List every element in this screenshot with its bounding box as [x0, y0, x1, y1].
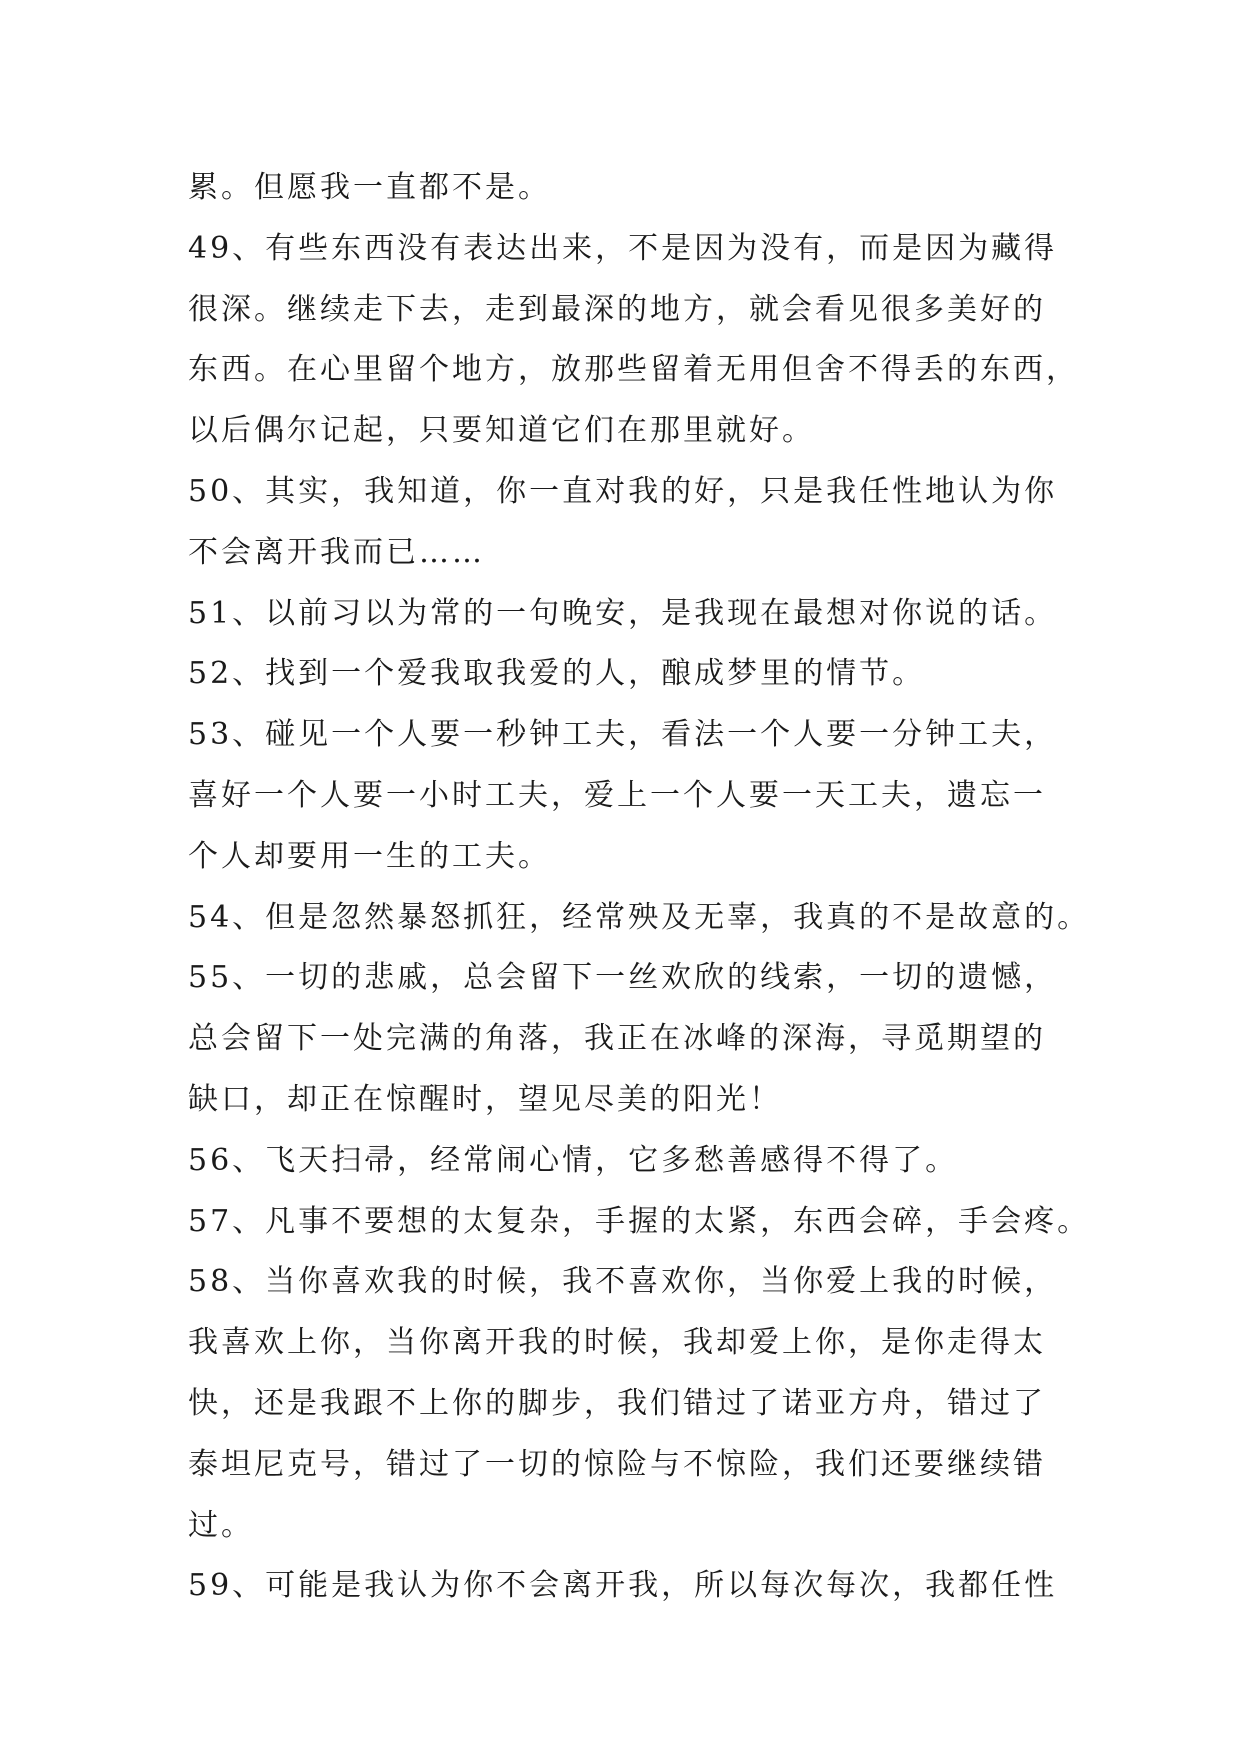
text-line: 喜好一个人要一小时工夫，爱上一个人要一天工夫，遗忘一 — [188, 777, 1046, 813]
text-line: 很深。继续走下去，走到最深的地方，就会看见很多美好的 — [188, 291, 1046, 327]
text-line: 不会离开我而已…… — [188, 534, 485, 570]
text-line: 51、以前习以为常的一句晚安，是我现在最想对你说的话。 — [188, 595, 1058, 631]
text-line: 累。但愿我一直都不是。 — [188, 170, 551, 205]
text-line: 50、其实，我知道，你一直对我的好，只是我任性地认为你 — [188, 473, 1058, 509]
text-line: 49、有些东西没有表达出来，不是因为没有，而是因为藏得 — [188, 230, 1058, 266]
text-line: 缺口，却正在惊醒时，望见尽美的阳光！ — [188, 1081, 782, 1117]
text-line: 泰坦尼克号，错过了一切的惊险与不惊险，我们还要继续错 — [188, 1446, 1046, 1482]
text-line: 57、凡事不要想的太复杂，手握的太紧，东西会碎，手会疼。 — [188, 1203, 1091, 1239]
text-line: 54、但是忽然暴怒抓狂，经常殃及无辜，我真的不是故意的。 — [188, 899, 1091, 935]
text-line: 总会留下一处完满的角落，我正在冰峰的深海，寻觅期望的 — [188, 1021, 1046, 1057]
text-line: 58、当你喜欢我的时候，我不喜欢你，当你爱上我的时候， — [188, 1264, 1058, 1300]
text-line: 快，还是我跟不上你的脚步，我们错过了诺亚方舟，错过了 — [188, 1385, 1046, 1421]
text-line: 56、飞天扫帚，经常闹心情，它多愁善感得不得了。 — [188, 1142, 959, 1178]
text-line: 个人却要用一生的工夫。 — [188, 838, 551, 874]
text-line: 过。 — [188, 1507, 254, 1543]
document-body — [188, 158, 1091, 1617]
text-line: 55、一切的悲戚，总会留下一丝欢欣的线索，一切的遗憾， — [188, 960, 1058, 996]
text-line: 我喜欢上你，当你离开我的时候，我却爱上你，是你走得太 — [188, 1325, 1046, 1361]
text-line: 53、碰见一个人要一秒钟工夫，看法一个人要一分钟工夫， — [188, 717, 1058, 753]
text-line: 东西。在心里留个地方，放那些留着无用但舍不得丢的东西， — [188, 352, 1079, 388]
text-line: 59、可能是我认为你不会离开我，所以每次每次，我都任性 — [188, 1568, 1058, 1604]
text-line: 52、找到一个爱我取我爱的人，酿成梦里的情节。 — [188, 656, 926, 692]
text-line: 以后偶尔记起，只要知道它们在那里就好。 — [188, 413, 815, 449]
